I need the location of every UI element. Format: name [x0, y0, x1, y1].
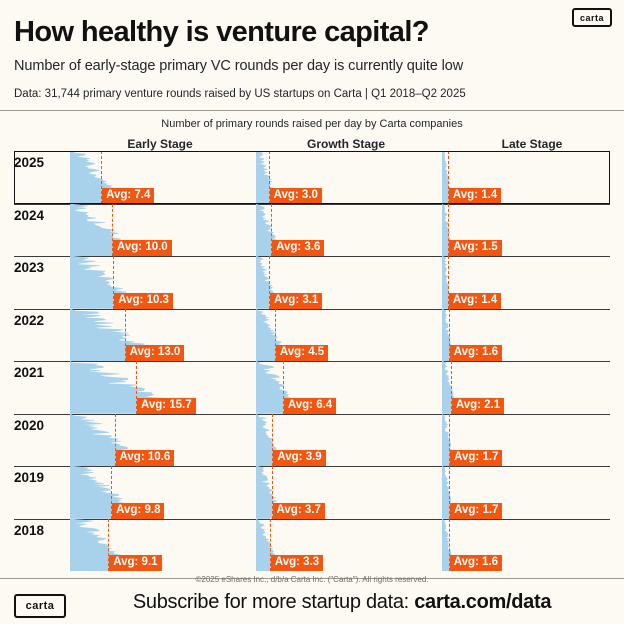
average-label: Avg: 3.7 — [273, 503, 325, 519]
average-label: Avg: 9.8 — [112, 503, 164, 519]
year-axis-label: 2018 — [14, 522, 45, 538]
stage-panel — [442, 309, 610, 362]
average-label: Avg: 3.1 — [270, 293, 322, 309]
average-label: Avg: 3.3 — [271, 555, 323, 571]
stage-panel — [256, 414, 424, 467]
average-label: Avg: 3.0 — [270, 188, 322, 204]
panel-label-growth-stage: Growth Stage — [306, 137, 385, 151]
carta-logo-bottom: carta — [14, 594, 66, 618]
year-row — [0, 519, 624, 572]
average-label: Avg: 1.7 — [450, 503, 502, 519]
stage-panel — [70, 361, 238, 414]
average-label: Avg: 15.7 — [137, 398, 196, 414]
average-label: Avg: 10.6 — [116, 450, 175, 466]
stage-panel — [256, 151, 424, 204]
stage-panel — [70, 309, 238, 362]
year-axis-label: 2019 — [14, 470, 45, 485]
average-label: Avg: 3.6 — [272, 240, 324, 256]
stage-panel — [442, 151, 610, 204]
average-label: Avg: 1.4 — [449, 293, 501, 309]
stage-panel — [442, 256, 610, 309]
average-label: Avg: 4.5 — [276, 345, 328, 361]
panel-label-late-stage: Late Stage — [501, 137, 563, 151]
average-label: Avg: 10.3 — [114, 293, 173, 309]
chart-caption: Number of primary rounds raised per day by Carta companies — [161, 118, 463, 130]
average-label: Avg: 1.4 — [449, 188, 501, 204]
carta-logo-top: carta — [572, 8, 612, 27]
stage-panel — [70, 414, 238, 467]
stage-panel — [70, 204, 238, 257]
year-axis-label: 2022 — [14, 312, 45, 328]
year-row — [0, 256, 624, 309]
stage-panel — [256, 361, 424, 414]
average-label: Avg: 1.6 — [450, 345, 502, 361]
ridgeline-plot — [0, 151, 624, 571]
stage-panel — [256, 256, 424, 309]
subscribe-cta[interactable] — [72, 591, 612, 614]
stage-panel — [442, 466, 610, 519]
average-label: Avg: 13.0 — [126, 345, 185, 361]
stage-panel — [256, 204, 424, 257]
divider-top — [0, 110, 624, 111]
average-label: Avg: 6.4 — [284, 398, 336, 414]
stage-panel — [442, 204, 610, 257]
year-row — [0, 309, 624, 362]
year-row — [0, 204, 624, 257]
year-row — [0, 151, 624, 204]
stage-panel — [70, 466, 238, 519]
copyright-text: ©2025 eShares Inc., d/b/a Carta Inc. ("Carta"). All rights reserved. — [195, 575, 429, 584]
data-source-note: Data: 31,744 primary venture rounds raised by US startups on Carta | Q1 2018–Q2 2025 — [14, 88, 466, 100]
average-label: Avg: 2.1 — [452, 398, 504, 414]
average-label: Avg: 9.1 — [109, 555, 161, 571]
year-row — [0, 414, 624, 467]
year-axis-label: 2021 — [14, 365, 45, 380]
stage-panel — [70, 256, 238, 309]
average-label: Avg: 3.9 — [273, 450, 325, 466]
page-title: How healthy is venture capital? — [14, 16, 429, 48]
stage-panel — [70, 519, 238, 572]
average-label: Avg: 1.6 — [450, 555, 502, 571]
average-label: Avg: 1.7 — [450, 450, 502, 466]
stage-panel — [442, 519, 610, 572]
average-label: Avg: 10.0 — [113, 240, 172, 256]
subscribe-text: Subscribe for more startup data: — [132, 591, 415, 613]
year-row — [0, 466, 624, 519]
panel-label-row — [70, 137, 624, 151]
year-axis-label: 2020 — [14, 417, 45, 433]
year-axis-label: 2023 — [14, 260, 45, 275]
page-subtitle: Number of early-stage primary VC rounds per day is currently quite low — [14, 58, 464, 74]
average-label: Avg: 1.5 — [449, 240, 501, 256]
average-label: Avg: 7.4 — [102, 188, 154, 204]
density-ridge — [256, 361, 424, 414]
year-axis-label: 2025 — [14, 155, 45, 170]
panel-label-early-stage: Early Stage — [127, 137, 193, 151]
subscribe-url[interactable]: carta.com/data — [414, 591, 552, 613]
stage-panel — [70, 151, 238, 204]
year-axis-label: 2024 — [14, 207, 45, 223]
stage-panel — [442, 414, 610, 467]
stage-panel — [256, 309, 424, 362]
stage-panel — [442, 361, 610, 414]
stage-panel — [256, 519, 424, 572]
stage-panel — [256, 466, 424, 519]
year-row — [0, 361, 624, 414]
